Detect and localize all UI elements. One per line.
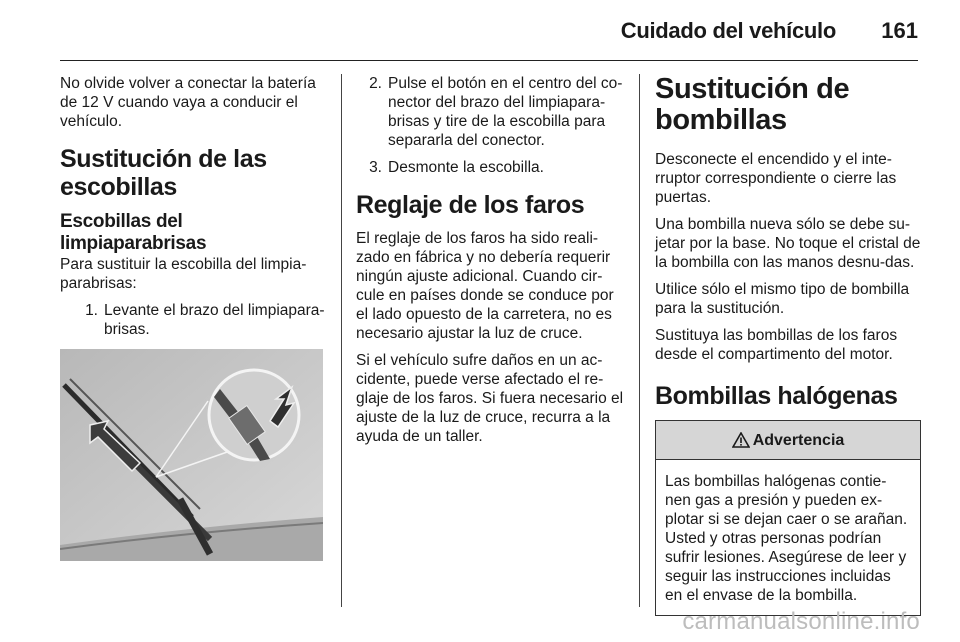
- step-number: 2.: [369, 75, 382, 92]
- headlight-paragraph: Si el vehículo sufre daños en un ac-cidente, puede verse afectado el re-glaje de los faros. Si fuera necesario el ajuste de la luz de cruce, recurra a la ayuda de un taller.: [356, 352, 624, 445]
- wiper-subheading: Escobillas del limpiaparabrisas: [60, 211, 207, 254]
- intro-paragraph: No olvide volver a conectar la batería de 12 V cuando vaya a conducir el vehículo.: [60, 75, 316, 130]
- step-text: Desmonte la escobilla.: [388, 159, 544, 176]
- bulb-paragraph: Sustituya las bombillas de los faros desde el compartimento del motor.: [655, 327, 898, 363]
- warning-header: [656, 421, 920, 460]
- step-text: Pulse el botón en el centro del co-nector del brazo del limpiapara-brisas y tire de la escobilla para separarla del conector.: [388, 75, 623, 149]
- step-item: [60, 301, 328, 339]
- headlight-paragraph: El reglaje de los faros ha sido reali-zado en fábrica y no debería requerir ningún ajuste adicional. Cuando cir-cule en países donde se conduce por el lado opuesto de la carretera, no es necesario ajustar la luz de cruce.: [356, 230, 614, 342]
- column-divider: [639, 74, 640, 607]
- wiper-illustration: [60, 349, 323, 561]
- column-1: [60, 74, 328, 561]
- headlight-aiming-heading: Reglaje de los faros: [356, 191, 585, 219]
- wiper-section-heading: Sustitución de las escobillas: [60, 145, 267, 201]
- page-number: 161: [881, 18, 918, 43]
- bulb-paragraph: Desconecte el encendido y el inte-rruptor correspondiente o cierre las puertas.: [655, 151, 897, 206]
- section-title: Cuidado del vehículo: [620, 18, 836, 43]
- bulb-paragraph: Utilice sólo el mismo tipo de bombilla para la sustitución.: [655, 281, 910, 317]
- step-text: Levante el brazo del limpiapara-brisas.: [104, 302, 325, 338]
- column-2: [356, 74, 624, 454]
- column-divider: [341, 74, 342, 607]
- warning-triangle-icon: [732, 432, 750, 448]
- warning-text: Las bombillas halógenas contie-nen gas a presión y pueden ex-plotar si se dejan caer o se arañan. Usted y otras personas podrían sufrir lesiones. Asegúrese de leer y seguir las instrucciones incluidas en el envase de la bombilla.: [665, 473, 908, 604]
- column-3: [655, 74, 921, 616]
- step-number: 1.: [85, 302, 98, 319]
- watermark: carmanualsonline.info: [682, 608, 920, 635]
- warning-title: Advertencia: [752, 431, 845, 449]
- bulb-paragraph: Una bombilla nueva sólo se debe su-jetar por la base. No toque el cristal de la bombilla con las manos desnu-das.: [655, 216, 921, 271]
- halogen-bulbs-heading: Bombillas halógenas: [655, 382, 898, 410]
- wiper-lead-text: Para sustituir la escobilla del limpia-parabrisas:: [60, 256, 307, 292]
- step-number: 3.: [369, 159, 382, 176]
- step-item: [356, 158, 624, 177]
- step-item: [356, 74, 624, 150]
- warning-box: [655, 420, 921, 616]
- wiper-arm-illustration: [60, 349, 323, 561]
- bulb-replacement-heading: Sustitución de bombillas: [655, 73, 850, 136]
- page-header: [60, 0, 918, 61]
